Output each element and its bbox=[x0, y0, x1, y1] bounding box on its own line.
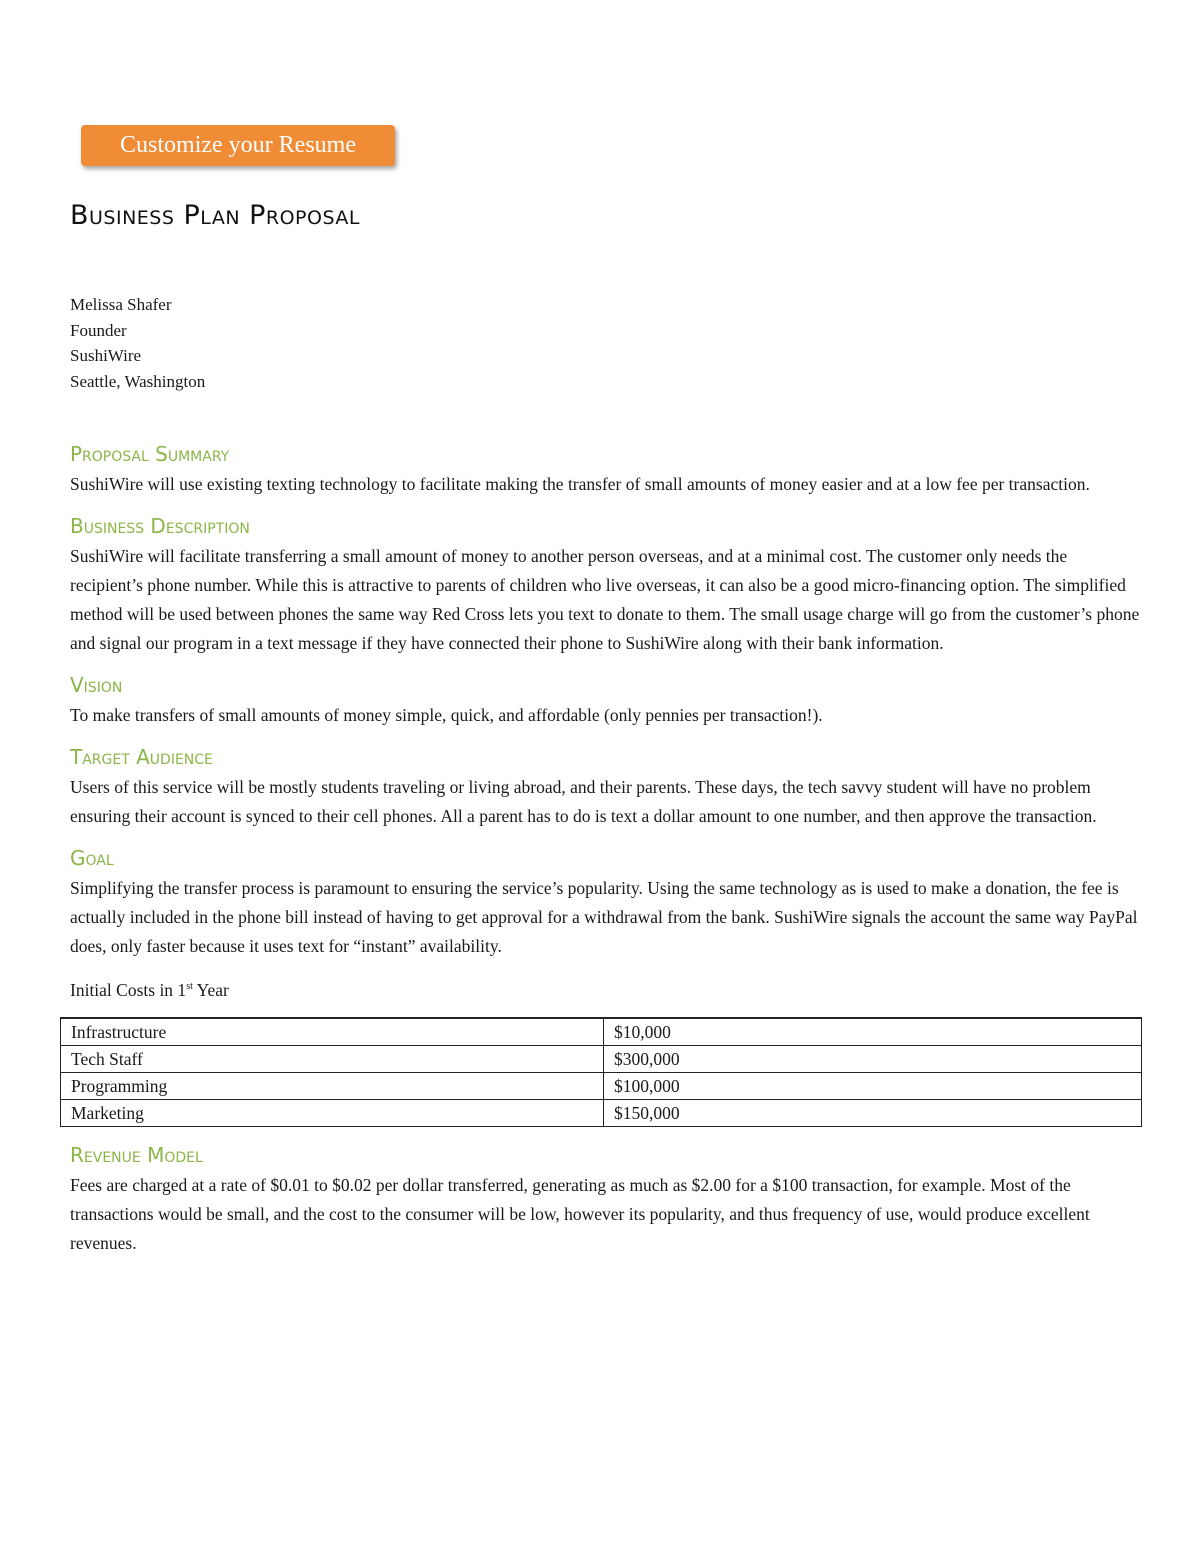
section-heading: Business Description bbox=[70, 514, 250, 538]
section-heading: Vision bbox=[70, 673, 123, 697]
document-content bbox=[70, 440, 1142, 1271]
section-vision bbox=[70, 671, 1142, 730]
section-body: Users of this service will be mostly students traveling or living abroad, and their parents. These days, the tech savvy student will have no problem ensuring their account is synced to their cell phones. All a parent has to do is text a dollar amount to one number, and then approve the transaction. bbox=[70, 777, 1097, 826]
customize-resume-button[interactable]: Customize your Resume bbox=[81, 125, 395, 166]
cost-amount: $10,000 bbox=[604, 1018, 1142, 1046]
table-row bbox=[61, 1045, 1142, 1072]
section-body: Fees are charged at a rate of $0.01 to $0.02 per dollar transferred, generating as much as $2.00 for a $100 transaction, for example. Most of the transactions would be small, and the cost to the consumer will be low, however its popularity, and thus frequency of use, would produce excellent revenues. bbox=[70, 1174, 1090, 1253]
section-body: Simplifying the transfer process is paramount to ensuring the service’s popularity. Using the same technology as is used to make a donation, the fee is actually included in the phone bill instead of having to get approval for a withdrawal from the bank. SushiWire signals the account the same way PayPal does, only faster because it uses text for “instant” availability. bbox=[70, 878, 1138, 956]
table-row bbox=[61, 1099, 1142, 1126]
costs-caption-ordinal: st bbox=[186, 981, 193, 992]
contact-company: SushiWire bbox=[70, 346, 142, 365]
section-heading: Proposal Summary bbox=[70, 442, 230, 466]
table-row bbox=[61, 1018, 1142, 1046]
section-target-audience bbox=[70, 743, 1142, 831]
costs-table bbox=[60, 1017, 1142, 1127]
section-body: SushiWire will use existing texting technology to facilitate making the transfer of small amounts of money easier and at a low fee per transaction. bbox=[70, 474, 1090, 494]
cost-amount: $150,000 bbox=[604, 1099, 1142, 1126]
section-revenue-model bbox=[70, 1141, 1142, 1258]
document-title: Business Plan Proposal bbox=[70, 200, 360, 231]
contact-name: Melissa Shafer bbox=[70, 295, 172, 314]
cost-amount: $300,000 bbox=[604, 1045, 1142, 1072]
section-heading: Target Audience bbox=[70, 745, 213, 769]
cost-amount: $100,000 bbox=[604, 1072, 1142, 1099]
section-body: SushiWire will facilitate transferring a small amount of money to another person overseas, and at a minimal cost. The customer only needs the recipient’s phone number. While this is attractive to parents of children who live overseas, it can also be a good micro-financing option. The simplified method will be used between phones the same way Red Cross lets you text to donate to them. The small usage charge will go from the customer’s phone and signal our program in a text message if they have connected their phone to SushiWire along with their bank information. bbox=[70, 546, 1140, 653]
contact-block bbox=[70, 292, 205, 394]
table-row bbox=[61, 1072, 1142, 1099]
costs-caption-text: Initial Costs in 1 bbox=[70, 979, 187, 1000]
section-heading: Revenue Model bbox=[70, 1142, 203, 1167]
costs-caption bbox=[70, 974, 1142, 1003]
contact-role: Founder bbox=[70, 320, 127, 340]
contact-location: Seattle, Washington bbox=[70, 371, 206, 391]
section-goal bbox=[70, 844, 1142, 961]
section-heading: Goal bbox=[70, 846, 114, 870]
section-business-description bbox=[70, 512, 1142, 658]
cost-item: Infrastructure bbox=[61, 1018, 604, 1046]
section-body: To make transfers of small amounts of money simple, quick, and affordable (only pennies per transaction!). bbox=[70, 705, 823, 725]
cost-item: Tech Staff bbox=[61, 1045, 604, 1072]
cost-item: Programming bbox=[61, 1072, 604, 1099]
costs-caption-year: Year bbox=[192, 979, 229, 1000]
section-proposal-summary bbox=[70, 440, 1142, 499]
cost-item: Marketing bbox=[61, 1099, 604, 1126]
